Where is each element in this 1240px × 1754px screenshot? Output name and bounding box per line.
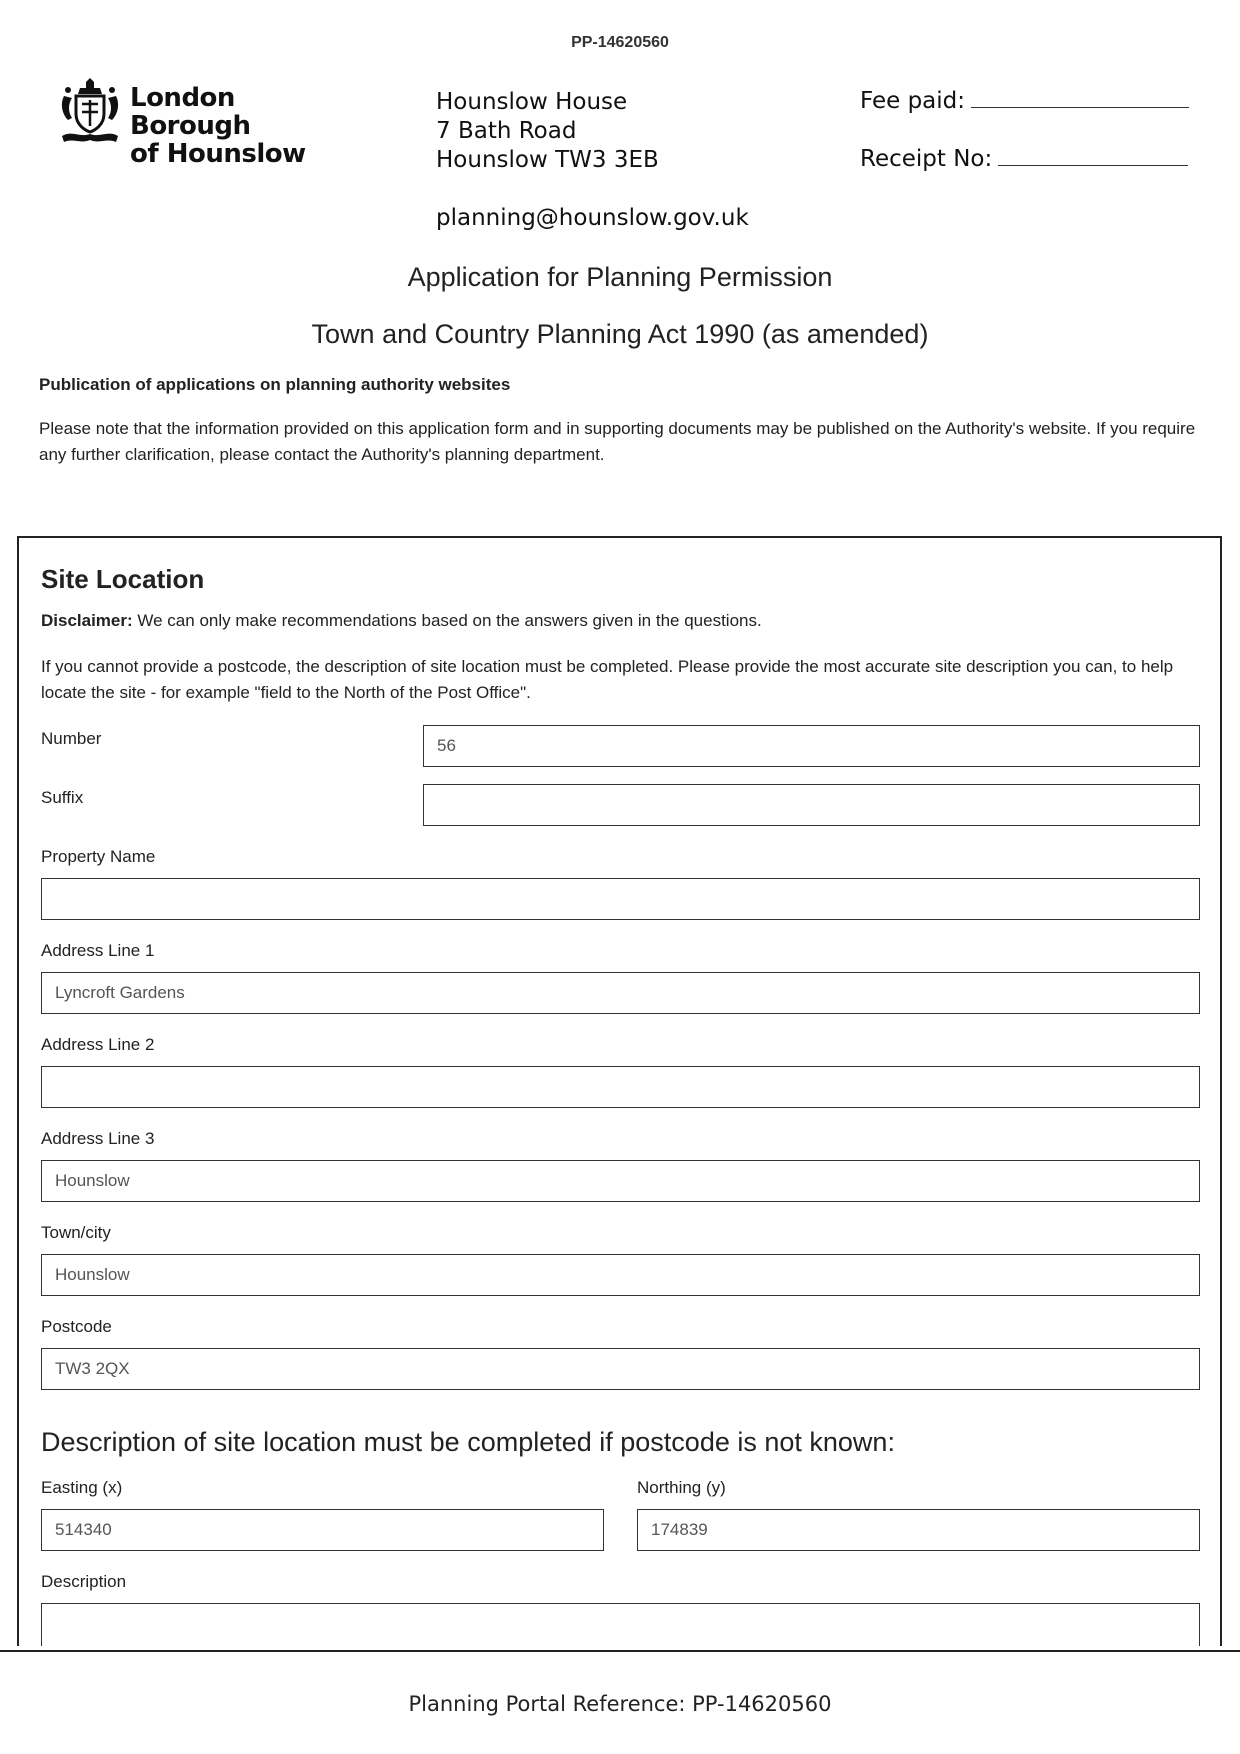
number-label: Number bbox=[41, 729, 102, 748]
section-title: Site Location bbox=[41, 564, 205, 594]
easting-label: Easting (x) bbox=[41, 1478, 123, 1497]
receipt-no-label: Receipt No: bbox=[860, 146, 993, 172]
council-email: planning@hounslow.gov.uk bbox=[436, 205, 749, 231]
receipt-no-line bbox=[998, 165, 1188, 166]
address-line-2-input[interactable] bbox=[41, 1066, 1200, 1108]
address-line-3-input[interactable]: Hounslow bbox=[41, 1160, 1200, 1202]
fee-paid-row bbox=[860, 88, 1189, 117]
disclaimer bbox=[41, 611, 762, 631]
footer-reference: Planning Portal Reference: PP-14620560 bbox=[408, 1692, 832, 1716]
council-name-line1: London Borough bbox=[130, 83, 251, 141]
address-line-1-input[interactable]: Lyncroft Gardens bbox=[41, 972, 1200, 1014]
disclaimer-label: Disclaimer: bbox=[41, 611, 133, 630]
town-city-label: Town/city bbox=[41, 1223, 111, 1242]
address-line-2-label: Address Line 2 bbox=[41, 1035, 155, 1054]
address-line-2: 7 Bath Road bbox=[436, 118, 577, 144]
address-line-1: Hounslow House bbox=[436, 89, 628, 115]
fee-paid-line bbox=[971, 107, 1189, 108]
suffix-label: Suffix bbox=[41, 788, 84, 807]
town-city-input[interactable]: Hounslow bbox=[41, 1254, 1200, 1296]
council-address bbox=[436, 88, 749, 233]
site-location-intro: If you cannot provide a postcode, the description of site location must be completed. Please provide the most accurate site description you can, to help locate the site - for example "field to the North of the Post Office". bbox=[41, 657, 1174, 702]
publication-body: Please note that the information provided on this application form and in supporting documents may be published on the Authority's website. If you require any further clarification, please contact the Authority's planning department. bbox=[39, 419, 1196, 464]
suffix-input[interactable] bbox=[423, 784, 1200, 826]
easting-input[interactable]: 514340 bbox=[41, 1509, 604, 1551]
publication-heading: Publication of applications on planning authority websites bbox=[39, 375, 511, 394]
disclaimer-text: We can only make recommendations based on the answers given in the questions. bbox=[132, 611, 762, 630]
fee-box bbox=[860, 88, 1189, 175]
description-textarea[interactable] bbox=[41, 1603, 1200, 1646]
northing-input[interactable]: 174839 bbox=[637, 1509, 1200, 1551]
form-subtitle: Town and Country Planning Act 1990 (as amended) bbox=[311, 319, 929, 349]
receipt-no-row bbox=[860, 146, 1189, 175]
postcode-input[interactable]: TW3 2QX bbox=[41, 1348, 1200, 1390]
northing-label: Northing (y) bbox=[637, 1478, 726, 1497]
footer-divider bbox=[0, 1650, 1240, 1652]
reference-number-top: PP-14620560 bbox=[571, 34, 669, 51]
site-location-panel bbox=[17, 536, 1222, 1646]
form-title: Application for Planning Permission bbox=[407, 262, 833, 292]
number-input[interactable]: 56 bbox=[423, 725, 1200, 767]
postcode-label: Postcode bbox=[41, 1317, 112, 1336]
address-line-1-label: Address Line 1 bbox=[41, 941, 155, 960]
council-logo bbox=[58, 78, 358, 169]
property-name-label: Property Name bbox=[41, 847, 156, 866]
property-name-input[interactable] bbox=[41, 878, 1200, 920]
council-name-line2: of Hounslow bbox=[130, 139, 306, 169]
description-heading: Description of site location must be completed if postcode is not known: bbox=[41, 1427, 895, 1457]
coat-of-arms-icon bbox=[58, 78, 122, 144]
fee-paid-label: Fee paid: bbox=[860, 88, 966, 114]
address-line-3: Hounslow TW3 3EB bbox=[436, 147, 659, 173]
address-line-3-label: Address Line 3 bbox=[41, 1129, 155, 1148]
description-label: Description bbox=[41, 1572, 127, 1591]
